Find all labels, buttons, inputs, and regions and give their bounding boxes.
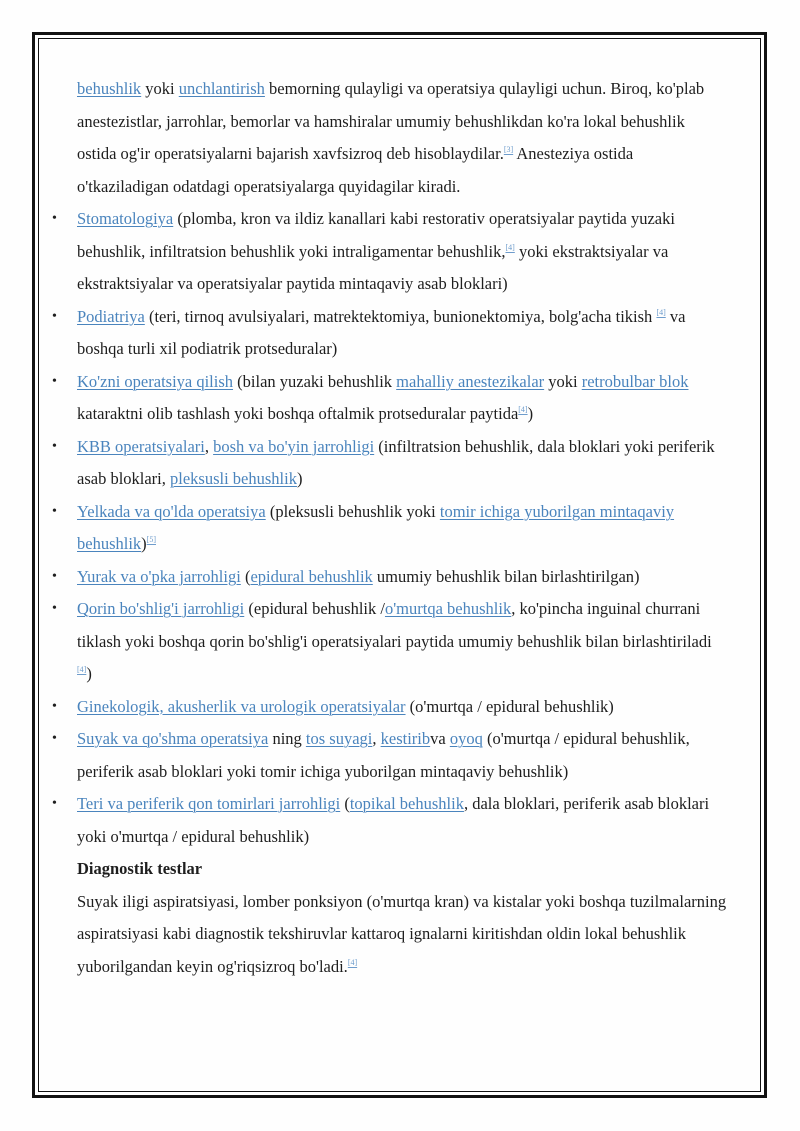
text: (o'murtqa / epidural behushlik, periferik asab bloklari yoki tomir ichiga yuborilgan mintaqaviy behushlik) [77, 729, 690, 781]
text: (pleksusli behushlik yoki [265, 501, 440, 521]
link-suyak-qoshma-operatsiya[interactable]: Suyak va qo'shma operatsiya [77, 729, 269, 748]
link-stomatologiya[interactable]: Stomatologiya [77, 209, 174, 228]
citation [147, 535, 156, 544]
citation-link[interactable]: [4] [505, 242, 515, 252]
intro-paragraph [77, 73, 727, 203]
link-kozni-operatsiya[interactable]: Ko'zni operatsiya qilish [77, 371, 234, 391]
citation-link[interactable]: [4] [518, 405, 528, 414]
text: (plomba, kron va ildiz kanallari kabi restorativ operatsiyalar paytida yuzaki behushlik, infiltratsion behushlik yoki intraligamentar behushlik, [77, 209, 675, 261]
text: va [430, 729, 450, 748]
citation [518, 405, 527, 414]
citation [348, 958, 357, 967]
text: va boshqa turli xil podiatrik protseduralar) [77, 306, 686, 358]
link-yelka-qol-operatsiya[interactable]: Yelkada va qo'lda operatsiya [77, 501, 266, 521]
text: , dala bloklari, periferik asab bloklari yoki o'murtqa / epidural behushlik) [77, 794, 710, 846]
citation [77, 665, 86, 674]
text: ) [296, 469, 303, 488]
list-item-stomatologiya [77, 203, 727, 301]
text: , [372, 729, 381, 748]
link-ginekologik-operatsiyalar[interactable]: Ginekologik, akusherlik va urologik operatsiyalar [77, 696, 406, 716]
link-podiatriya[interactable]: Podiatriya [77, 306, 145, 326]
link-tomir-ichiga-behushlik[interactable]: tomir ichiga yuborilgan mintaqaviy behushlik [77, 501, 675, 553]
text: ( [340, 794, 350, 813]
link-kestirib[interactable]: kestirib [380, 729, 431, 748]
link-qorin-jarrohligi[interactable]: Qorin bo'shlig'i jarrohligi [77, 599, 245, 618]
link-unchlantirish[interactable]: unchlantirish [178, 79, 265, 98]
list-item-podiatriya [77, 301, 727, 366]
link-oyoq[interactable]: oyoq [449, 729, 483, 748]
text: ning [268, 729, 306, 748]
link-kbb-operatsiyalari[interactable]: KBB operatsiyalari [77, 436, 205, 456]
text: (o'murtqa / epidural behushlik) [405, 696, 614, 716]
link-bosh-boyin-jarrohligi[interactable]: bosh va bo'yin jarrohligi [213, 436, 375, 456]
citation [504, 145, 513, 154]
text: ) [86, 664, 92, 683]
text: yoki ekstraktsiyalar va ekstraktsiyalar va operatsiyalar paytida mintaqaviy asab bloklari) [77, 241, 669, 293]
text: kataraktni olib tashlash yoki boshqa oftalmik protseduralar paytida [77, 404, 519, 423]
citation [505, 243, 514, 252]
text: (epidural behushlik / [244, 599, 385, 618]
link-tos-suyagi[interactable]: tos suyagi [305, 729, 373, 748]
citation-link[interactable]: [4] [347, 957, 358, 967]
list-item-kozni-operatsiya [77, 366, 727, 431]
operations-list [77, 203, 727, 853]
list-item-kbb [77, 431, 727, 496]
list-item-yelka-qol [77, 496, 727, 561]
link-behushlik[interactable]: behushlik [77, 79, 142, 98]
text: , [204, 436, 214, 456]
citation-link[interactable]: [3] [503, 145, 514, 154]
link-yurak-opka-jarrohligi[interactable]: Yurak va o'pka jarrohligi [77, 566, 241, 586]
text: yoki [141, 79, 179, 98]
link-epidural-behushlik[interactable]: epidural behushlik [250, 566, 373, 586]
list-item-ginekologik [77, 691, 727, 724]
section-heading: Diagnostik testlar [77, 859, 203, 878]
text: yoki [544, 371, 582, 391]
citation [656, 308, 665, 317]
text: ) [527, 404, 534, 423]
link-topikal-behushlik[interactable]: topikal behushlik [349, 794, 464, 813]
list-item-suyak-qoshma [77, 723, 727, 788]
text: Suyak iligi aspiratsiyasi, lomber ponksiyon (o'murtqa kran) va kistalar yoki boshqa tuzilmalarning aspiratsiyasi kabi diagnostik tekshiruvlar kattaroq ignalarni kiritishdan oldin lokal behushlik yuborilgandan keyin og'riqsizroq bo'ladi. [77, 891, 727, 976]
citation-link[interactable]: [4] [77, 665, 87, 674]
link-mahalliy-anestezikalar[interactable]: mahalliy anestezikalar [396, 371, 545, 391]
text: , ko'pincha inguinal churrani tiklash yoki boshqa qorin bo'shlig'i operatsiyalari paytida umumiy behushlik bilan birlashtiriladi [77, 599, 712, 651]
section-paragraph [77, 886, 727, 984]
text: (teri, tirnoq avulsiyalari, matrektektomiya, bunionektomiya, bolg'acha tikish [144, 306, 657, 326]
text: umumiy behushlik bilan birlashtirilgan) [372, 566, 640, 586]
citation-link[interactable]: [5] [146, 535, 156, 544]
text: bemorning qulayligi va operatsiya qulayligi uchun. Biroq, ko'plab anestezistlar, jarrohlar, bemorlar va hamshiralar umumiy behushlikdan ko'ra lokal behushlik ostida og'ir operatsiyalarni bajarish xavfsizroq deb hisoblaydilar. [77, 79, 705, 163]
text: (infiltratsion behushlik, dala bloklari yoki periferik asab bloklari, [77, 436, 715, 488]
text: (bilan yuzaki behushlik [233, 371, 397, 391]
link-retrobulbar-blok[interactable]: retrobulbar blok [581, 371, 689, 391]
list-item-teri-qon-tomirlari [77, 788, 727, 853]
link-teri-qon-tomirlari-jarrohligi[interactable]: Teri va periferik qon tomirlari jarrohligi [77, 794, 341, 813]
link-pleksusli-behushlik[interactable]: pleksusli behushlik [170, 469, 297, 488]
document-body [77, 73, 727, 983]
list-item-yurak-opka [77, 561, 727, 594]
text: Anesteziya ostida o'tkaziladigan odatdagi operatsiyalarga quyidagilar kiradi. [77, 144, 634, 196]
link-omurtqa-behushlik[interactable]: o'murtqa behushlik [384, 599, 512, 618]
text: ) [141, 534, 147, 553]
text: ( [240, 566, 251, 586]
citation-link[interactable]: [4] [656, 307, 666, 317]
list-item-qorin [77, 593, 727, 691]
